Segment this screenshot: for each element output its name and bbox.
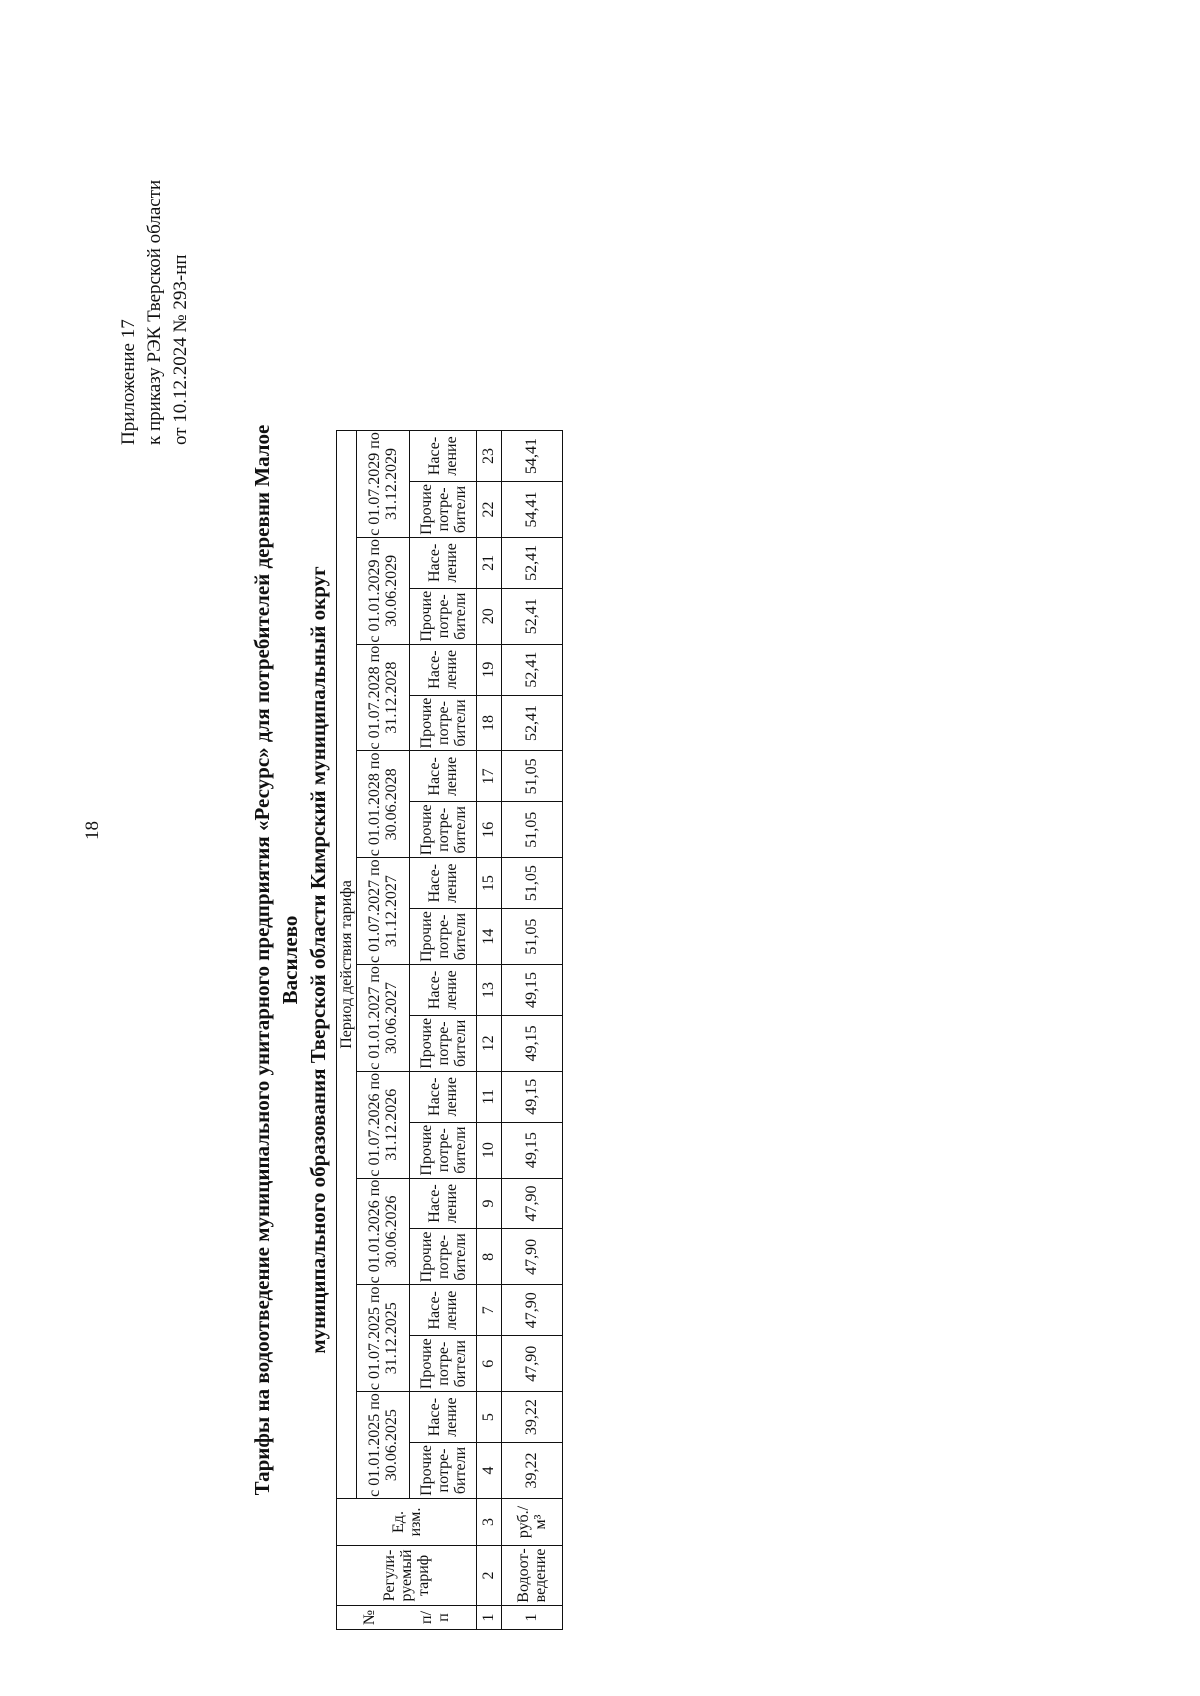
subheader-others: Прочие потре-бители [410, 1015, 477, 1071]
colnum-2: 2 [477, 1546, 502, 1606]
subheader-population: Насе-ление [410, 1178, 477, 1229]
row-unit: руб./м³ [502, 1498, 563, 1545]
period-dates: с 01.01.2025 по 30.06.2025 [357, 1392, 410, 1499]
colnum: 8 [477, 1229, 502, 1285]
colnum: 11 [477, 1071, 502, 1122]
appendix-line-1: Приложение 17 [118, 319, 139, 445]
colnum: 17 [477, 751, 502, 802]
tariff-value-others: 47,90 [502, 1229, 563, 1285]
colnum: 12 [477, 1015, 502, 1071]
period-dates: с 01.01.2026 по 30.06.2026 [357, 1178, 410, 1285]
period-dates: с 01.01.2029 по 30.06.2029 [357, 537, 410, 644]
header-no [337, 1605, 477, 1629]
tariff-value-others: 39,22 [502, 1442, 563, 1498]
subheader-population: Насе-ление [410, 1392, 477, 1443]
header-unit: Ед. изм. [337, 1498, 477, 1545]
colnum: 23 [477, 431, 502, 482]
subheader-others: Прочие потре-бители [410, 909, 477, 965]
subheader-others: Прочие потре-бители [410, 695, 477, 751]
tariff-value-population: 51,05 [502, 858, 563, 909]
subheader-others: Прочие потре-бители [410, 588, 477, 644]
colnum: 15 [477, 858, 502, 909]
colnum: 4 [477, 1442, 502, 1498]
subheader-population: Насе-ление [410, 858, 477, 909]
tariff-value-population: 49,15 [502, 965, 563, 1016]
subheader-population: Насе-ление [410, 644, 477, 695]
colnum: 21 [477, 537, 502, 588]
colnum: 19 [477, 644, 502, 695]
colnum: 22 [477, 481, 502, 537]
colnum: 18 [477, 695, 502, 751]
tariff-value-population: 39,22 [502, 1392, 563, 1443]
period-dates: с 01.07.2025 по 31.12.2025 [357, 1285, 410, 1392]
row-tariff: Водоот-ведение [502, 1546, 563, 1606]
subheader-population: Насе-ление [410, 1071, 477, 1122]
header-no-bottom: п/ п [418, 1610, 452, 1624]
tariff-value-others: 51,05 [502, 909, 563, 965]
tariff-value-population: 51,05 [502, 751, 563, 802]
colnum-3: 3 [477, 1498, 502, 1545]
appendix-line-3: от 10.12.2024 № 293-нп [170, 254, 191, 445]
period-dates: с 01.07.2028 по 31.12.2028 [357, 644, 410, 751]
subheader-population: Насе-ление [410, 965, 477, 1016]
header-period: Период действия тарифа [337, 431, 357, 1499]
tariff-value-others: 49,15 [502, 1122, 563, 1178]
colnum: 6 [477, 1336, 502, 1392]
subheader-population: Насе-ление [410, 431, 477, 482]
appendix-line-2: к приказу РЭК Тверской области [144, 179, 165, 445]
subheader-population: Насе-ление [410, 1285, 477, 1336]
subheader-others: Прочие потре-бители [410, 481, 477, 537]
tariff-value-population: 47,90 [502, 1178, 563, 1229]
tariff-value-others: 52,41 [502, 588, 563, 644]
period-dates: с 01.07.2027 по 31.12.2027 [357, 858, 410, 965]
tariff-value-others: 47,90 [502, 1336, 563, 1392]
subheader-population: Насе-ление [410, 751, 477, 802]
tariff-value-population: 52,41 [502, 644, 563, 695]
colnum: 16 [477, 802, 502, 858]
tariff-value-population: 54,41 [502, 431, 563, 482]
colnum: 9 [477, 1178, 502, 1229]
colnum: 5 [477, 1392, 502, 1443]
period-dates: с 01.01.2028 по 30.06.2028 [357, 751, 410, 858]
period-dates: с 01.01.2027 по 30.06.2027 [357, 965, 410, 1072]
colnum: 10 [477, 1122, 502, 1178]
row-no: 1 [502, 1605, 563, 1629]
colnum: 13 [477, 965, 502, 1016]
tariff-value-others: 54,41 [502, 481, 563, 537]
appendix-heading [116, 180, 194, 445]
tariff-value-others: 52,41 [502, 695, 563, 751]
header-tariff: Регули-руемый тариф [337, 1546, 477, 1606]
subheader-others: Прочие потре-бители [410, 1229, 477, 1285]
colnum: 20 [477, 588, 502, 644]
subheader-others: Прочие потре-бители [410, 1122, 477, 1178]
document-title [248, 385, 332, 1535]
subheader-population: Насе-ление [410, 537, 477, 588]
title-line-1: Тарифы на водоотведение муниципального унитарного предприятия «Ресурс» для потребителей деревни Малое Василево [250, 424, 302, 1496]
subheader-others: Прочие потре-бители [410, 802, 477, 858]
page-number: 18 [82, 821, 103, 840]
colnum-1: 1 [477, 1605, 502, 1629]
tariff-value-population: 52,41 [502, 537, 563, 588]
tariff-value-population: 47,90 [502, 1285, 563, 1336]
colnum: 14 [477, 909, 502, 965]
tariff-table-wrapper [336, 430, 563, 1630]
subheader-others: Прочие потре-бители [410, 1336, 477, 1392]
tariff-value-population: 49,15 [502, 1071, 563, 1122]
tariff-value-others: 49,15 [502, 1015, 563, 1071]
subheader-others: Прочие потре-бители [410, 1442, 477, 1498]
tariff-table [336, 430, 563, 1630]
header-no-top: № [361, 1609, 378, 1626]
colnum: 7 [477, 1285, 502, 1336]
period-dates: с 01.07.2026 по 31.12.2026 [357, 1071, 410, 1178]
period-dates: с 01.07.2029 по 31.12.2029 [357, 431, 410, 538]
tariff-value-others: 51,05 [502, 802, 563, 858]
title-line-2: муниципального образования Тверской области Кимрский муниципальный округ [306, 566, 330, 1354]
